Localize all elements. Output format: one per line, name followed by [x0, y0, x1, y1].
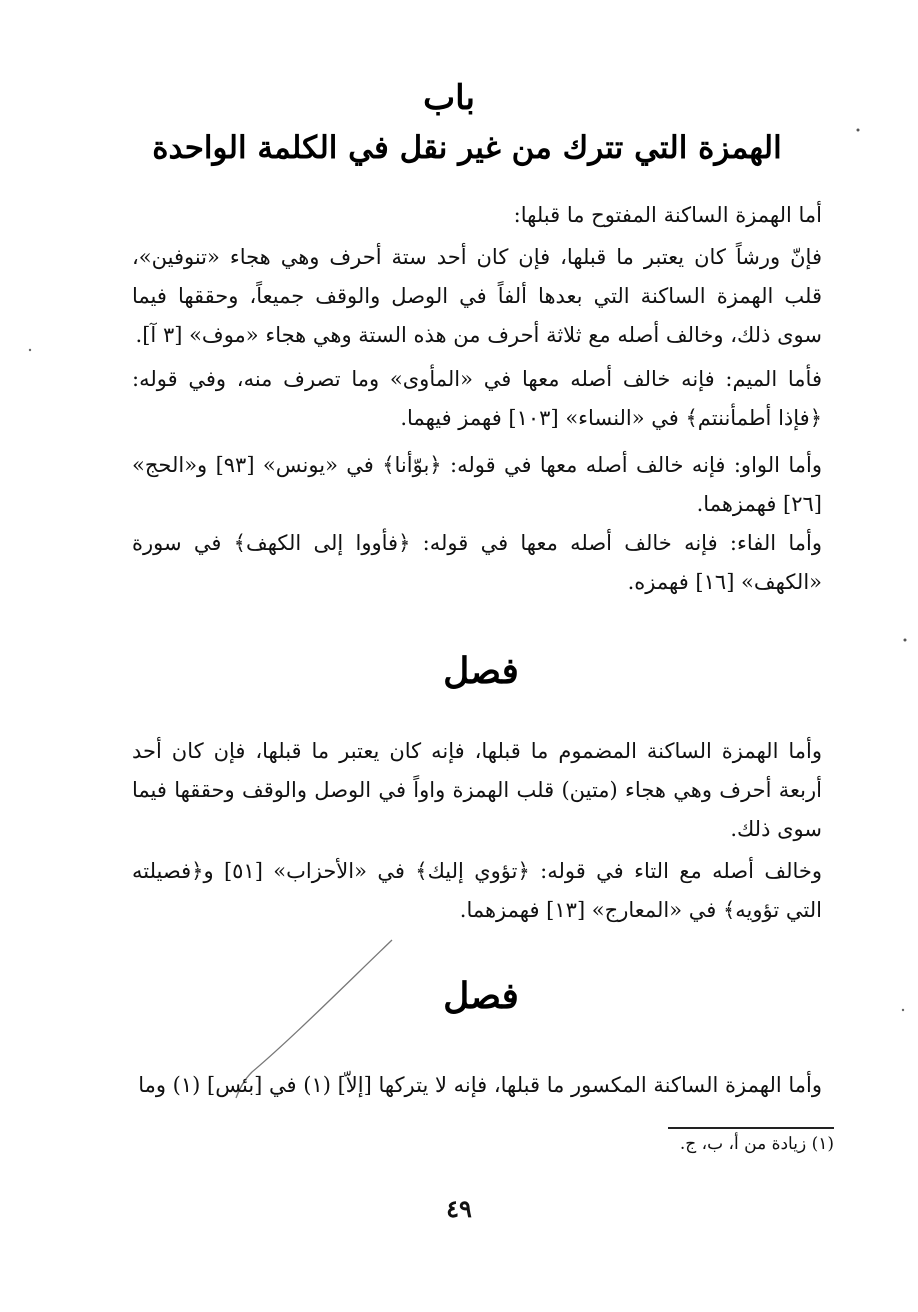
- paragraph-faa: وأما الفاء: فإنه خالف أصله معها في قوله: ﴿فأووا إلى الكهف﴾ في سورة «الكهف» [١٦] فهمزه.: [132, 531, 822, 594]
- paragraph-meem: فأما الميم: فإنه خالف أصله معها في «المأوى» وما تصرف منه، وفي قوله: ﴿فإذا أطمأننتم﴾ في «النساء» [١٠٣] فهمز فيهما.: [132, 367, 822, 430]
- footnote-separator: [668, 1127, 834, 1129]
- margin-dot: [29, 349, 31, 351]
- section-heading-1: فصل: [443, 650, 519, 692]
- chapter-title: الهمزة التي تترك من غير نقل في الكلمة الواحدة: [152, 130, 782, 166]
- paragraph-intro: أما الهمزة الساكنة المفتوح ما قبلها:: [513, 203, 822, 227]
- chapter-label: باب: [423, 78, 475, 118]
- paragraph-maksoor: وأما الهمزة الساكنة المكسور ما قبلها، فإنه لا يتركها [إلاّ] (١) في [بئس] (١) وما: [138, 1073, 822, 1097]
- footnote: (١) زيادة من أ، ب، ج.: [679, 1134, 834, 1154]
- margin-dot: [904, 639, 907, 642]
- page-number: ٤٩: [446, 1194, 472, 1223]
- paragraph-madmoom: وأما الهمزة الساكنة المضموم ما قبلها، فإنه كان يعتبر ما قبلها، فإن كان أحد أربعة أحرف وهي هجاء (متين) قلب الهمزة واواً في الوصل والوقف وحققها فيما سوى ذلك.: [132, 739, 822, 841]
- paragraph-waw: وأما الواو: فإنه خالف أصله معها في قوله: ﴿بوّأنا﴾ في «يونس» [٩٣] و«الحج» [٢٦] فهمزهما.: [132, 453, 822, 516]
- paragraph-warsh-rule: فإنّ ورشاً كان يعتبر ما قبلها، فإن كان أحد ستة أحرف وهي هجاء «تنوفين»، قلب الهمزة الساكنة التي بعدها ألفاً في الوصل والوقف جميعاً، وحققها فيما سوى ذلك، وخالف أصله مع ثلاثة أحرف من هذه الستة وهي هجاء «موف» [٣ آ].: [132, 245, 822, 347]
- paragraph-taa: وخالف أصله مع التاء في قوله: ﴿تؤوي إليك﴾ في «الأحزاب» [٥١] و﴿فصيلته التي تؤويه﴾ في «المعارج» [١٣] فهمزهما.: [132, 859, 823, 922]
- section-heading-2: فصل: [443, 975, 519, 1017]
